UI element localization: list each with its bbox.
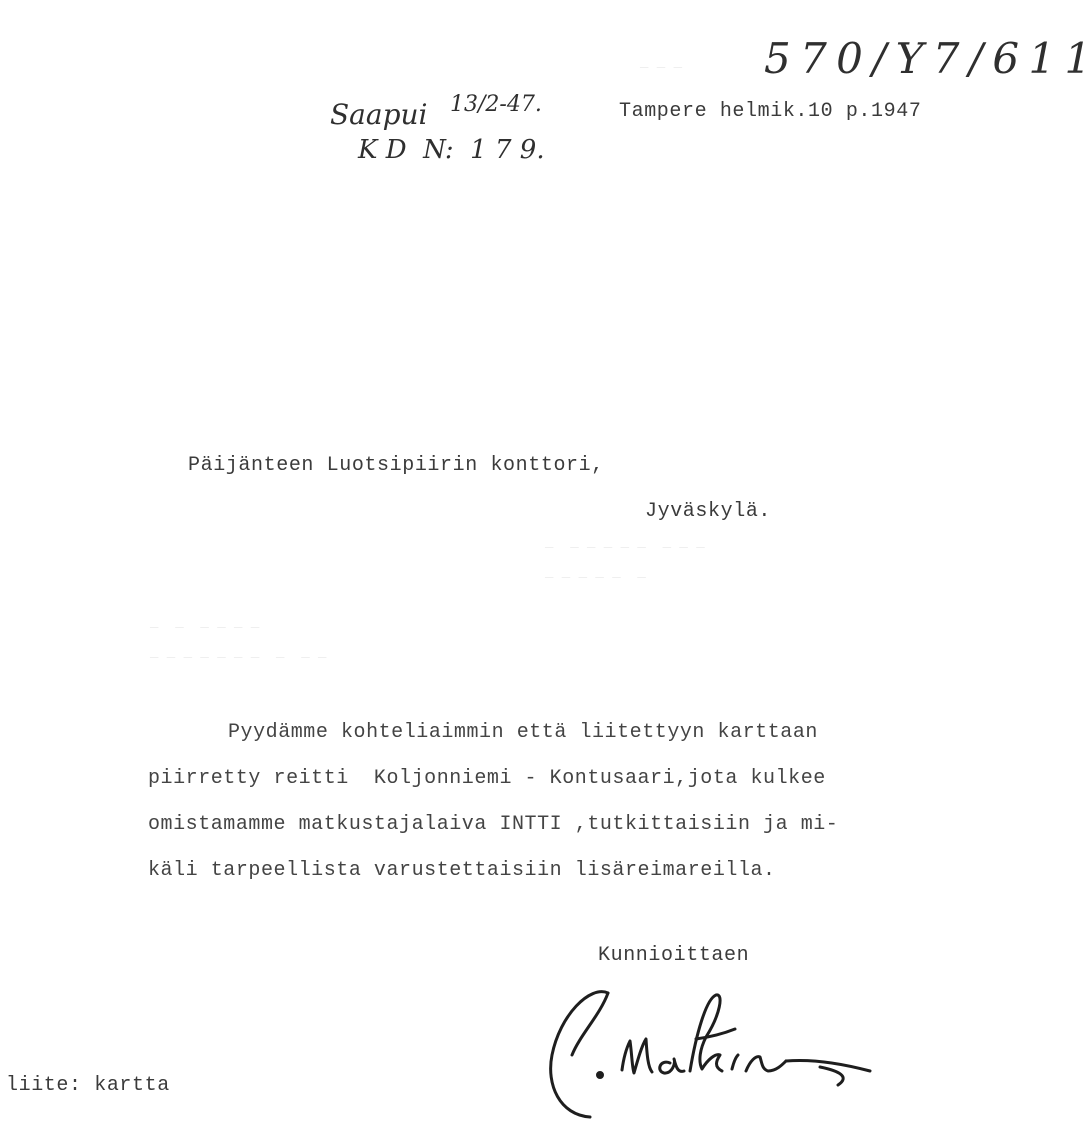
handwritten-signature [520, 975, 880, 1125]
received-note-date: 13/2-47. [450, 92, 542, 117]
archive-reference: 5 7 0 / Y 7 / 6 1 1 [764, 34, 1089, 83]
recipient-name: Päijänteen Luotsipiirin konttori, [188, 454, 604, 477]
received-note-number: K D N: 1 7 9. [358, 135, 545, 165]
bleed-through-mark: — — — — — — — — — [545, 540, 705, 556]
body-line: Pyydämme kohteliaimmin että liitettyyn karttaan [228, 721, 818, 744]
closing-salutation: Kunnioittaen [598, 944, 750, 967]
received-note-label: Saapui [330, 98, 428, 131]
attachment-note: liite: kartta [6, 1074, 170, 1097]
bleed-through-mark: — — — — — — — — — — [150, 650, 327, 666]
body-line: omistamamme matkustajalaiva INTTI ,tutkittaisiin ja mi- [148, 813, 839, 836]
place-date: Tampere helmik.10 p.1947 [619, 100, 922, 123]
bleed-through-mark: — — — — — — [150, 620, 260, 636]
recipient-city: Jyväskylä. [645, 500, 772, 523]
body-line: käli tarpeellista varustettaisiin lisäreimareilla. [148, 859, 776, 882]
bleed-through-mark: — — — [640, 60, 683, 76]
body-line: piirretty reitti Koljonniemi - Kontusaari,jota kulkee [148, 767, 826, 790]
bleed-through-mark: — — — — — — [545, 570, 646, 586]
